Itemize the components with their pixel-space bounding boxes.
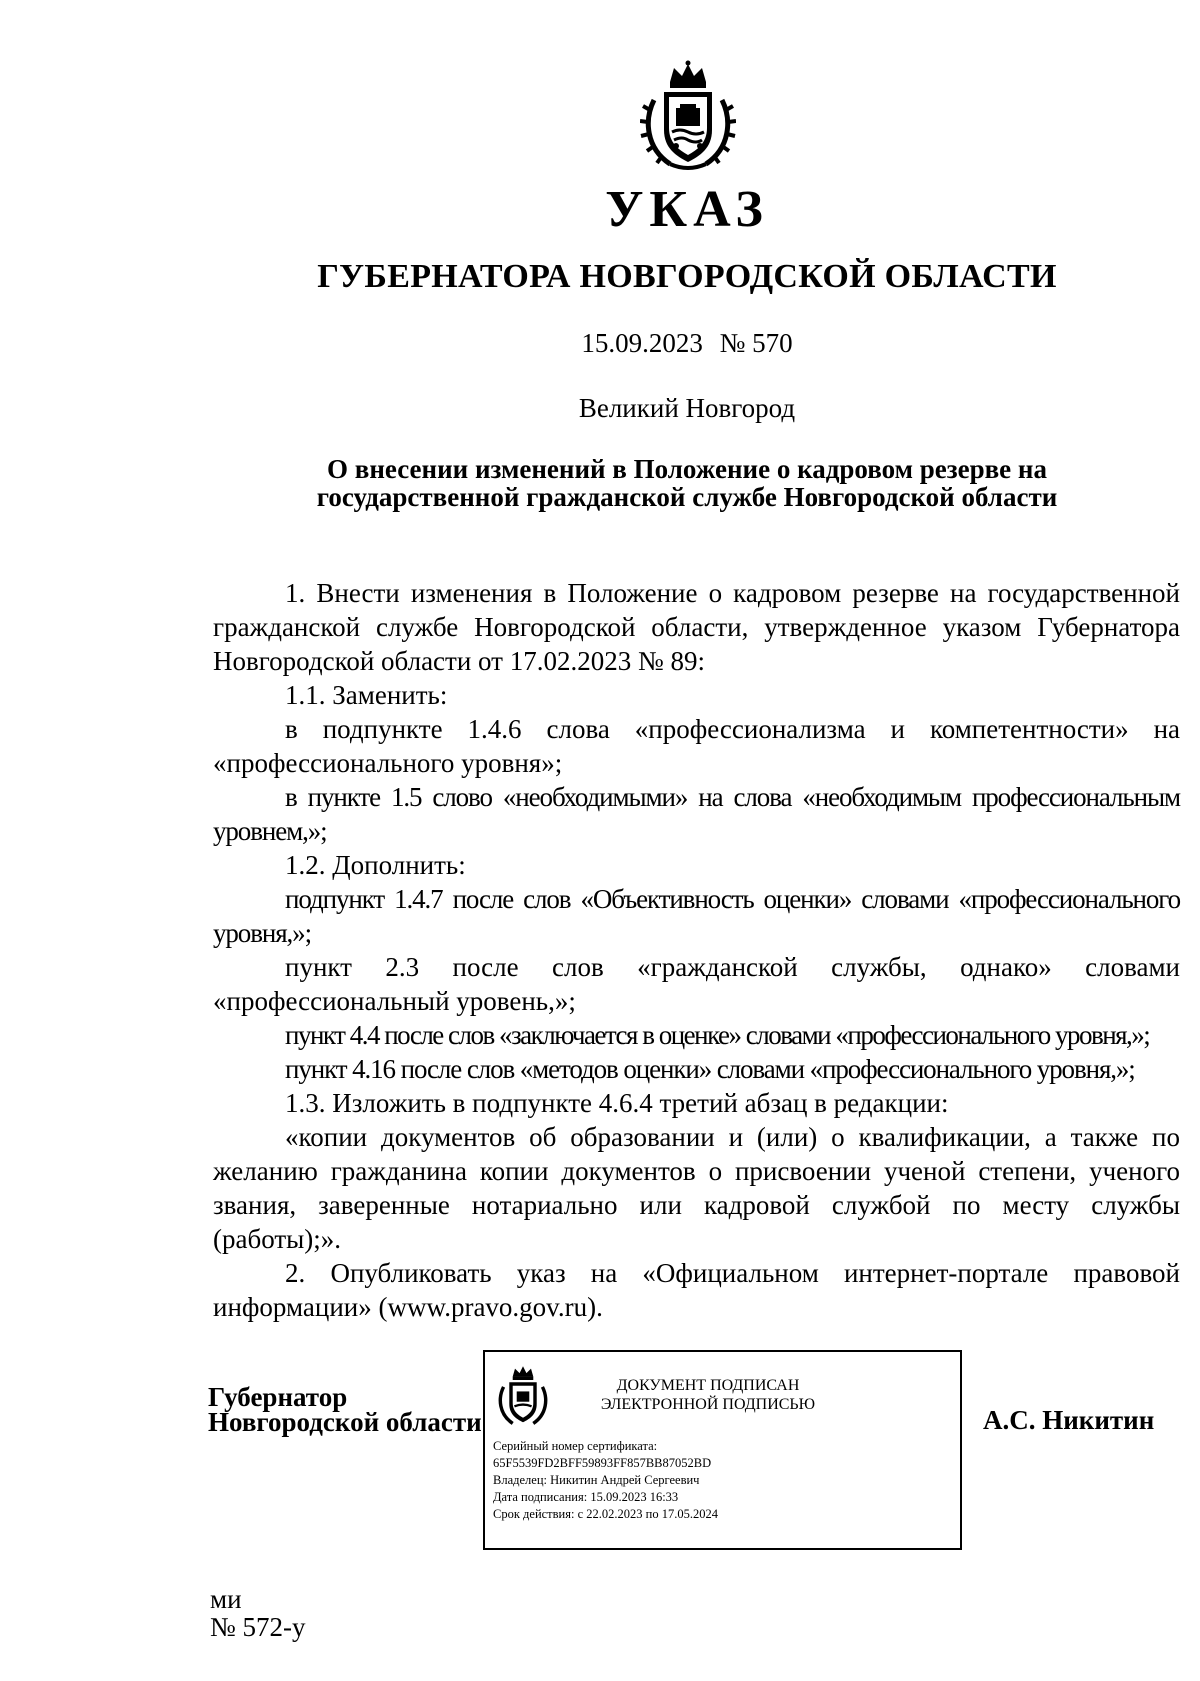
registration-footnote (210, 1585, 306, 1641)
paragraph-1-1: 1.1. Заменить: (285, 680, 448, 710)
novgorod-coat-of-arms-icon (640, 60, 736, 172)
heading-line-2: государственной гражданской службе Новгородской области (316, 482, 1058, 512)
stamp-cert-number: 65F5539FD2BFF59893FF857BB87052BD (493, 1456, 712, 1470)
paragraph-1-1-b: в пункте 1.5 слово «необходимыми» на слова «необходимым профессиональным уровнем,»; (213, 782, 1180, 846)
paragraph-2: 2. Опубликовать указ на «Официальном интернет-портале правовой информации» (www.pravo.gov.ru). (213, 1258, 1180, 1322)
stamp-header-line-1: ДОКУМЕНТ ПОДПИСАН (616, 1377, 800, 1394)
stamp-details (493, 1438, 718, 1523)
document-number: № 570 (719, 328, 793, 358)
paragraph-1-2-c: пункт 4.4 после слов «заключается в оценке» словами «профессионального уровня,»; (285, 1020, 1150, 1050)
electronic-signature-stamp (483, 1350, 962, 1550)
paragraph-1-2: 1.2. Дополнить: (285, 850, 466, 880)
document-title: УКАЗ (605, 181, 769, 238)
paragraph-1-2-d: пункт 4.16 после слов «методов оценки» словами «профессионального уровня,»; (285, 1054, 1135, 1084)
paragraph-1-2-b: пункт 2.3 после слов «гражданской службы, однако» словами «профессиональный уровень,»; (213, 952, 1180, 1016)
document-issuer: ГУБЕРНАТОРА НОВГОРОДСКОЙ ОБЛАСТИ (317, 258, 1057, 295)
paragraph-1-3-a: «копии документов об образовании и (или) о квалификации, а также по желанию гражданина копии документов о присвоении ученой степени, ученого звания, заверенные нотариально или кадровой службой по месту службы (работы);». (213, 1122, 1180, 1254)
document-body (213, 576, 1180, 1324)
signatory-position-line-1: Губернатор (208, 1382, 348, 1412)
novgorod-coat-of-arms-icon (495, 1364, 551, 1428)
heading-line-1: О внесении изменений в Положение о кадровом резерве на (327, 454, 1047, 484)
stamp-cert-label: Серийный номер сертификата: (493, 1439, 658, 1453)
date-number-line (0, 328, 1200, 359)
paragraph-1-1-a: в подпункте 1.4.6 слова «профессионализма и компетентности» на «профессионального уровня»; (213, 714, 1180, 778)
document-place: Великий Новгород (578, 393, 796, 423)
document-heading (0, 455, 1200, 511)
registration-number: № 572-у (210, 1612, 306, 1642)
stamp-header-line-2: ЭЛЕКТРОННОЙ ПОДПИСЬЮ (600, 1396, 816, 1413)
document-date: 15.09.2023 (581, 328, 703, 358)
executor-initials: ми (210, 1584, 242, 1614)
signatory-name: А.С. Никитин (983, 1405, 1155, 1435)
stamp-signed-date: Дата подписания: 15.09.2023 16:33 (493, 1490, 679, 1504)
paragraph-1-2-a: подпункт 1.4.7 после слов «Объективность оценки» словами «профессионального уровня,»; (213, 884, 1180, 948)
signatory-position-line-2: Новгородской области (208, 1407, 482, 1437)
stamp-header (583, 1376, 833, 1414)
stamp-validity: Срок действия: с 22.02.2023 по 17.05.2024 (493, 1507, 718, 1521)
signatory-position (208, 1382, 482, 1437)
paragraph-1: 1. Внести изменения в Положение о кадровом резерве на государственной гражданской службе Новгородской области, утвержденное указом Губернатора Новгородской области от 17.02.2023 № 89: (213, 578, 1180, 676)
stamp-owner: Владелец: Никитин Андрей Сергеевич (493, 1473, 700, 1487)
paragraph-1-3: 1.3. Изложить в подпункте 4.6.4 третий абзац в редакции: (285, 1088, 949, 1118)
